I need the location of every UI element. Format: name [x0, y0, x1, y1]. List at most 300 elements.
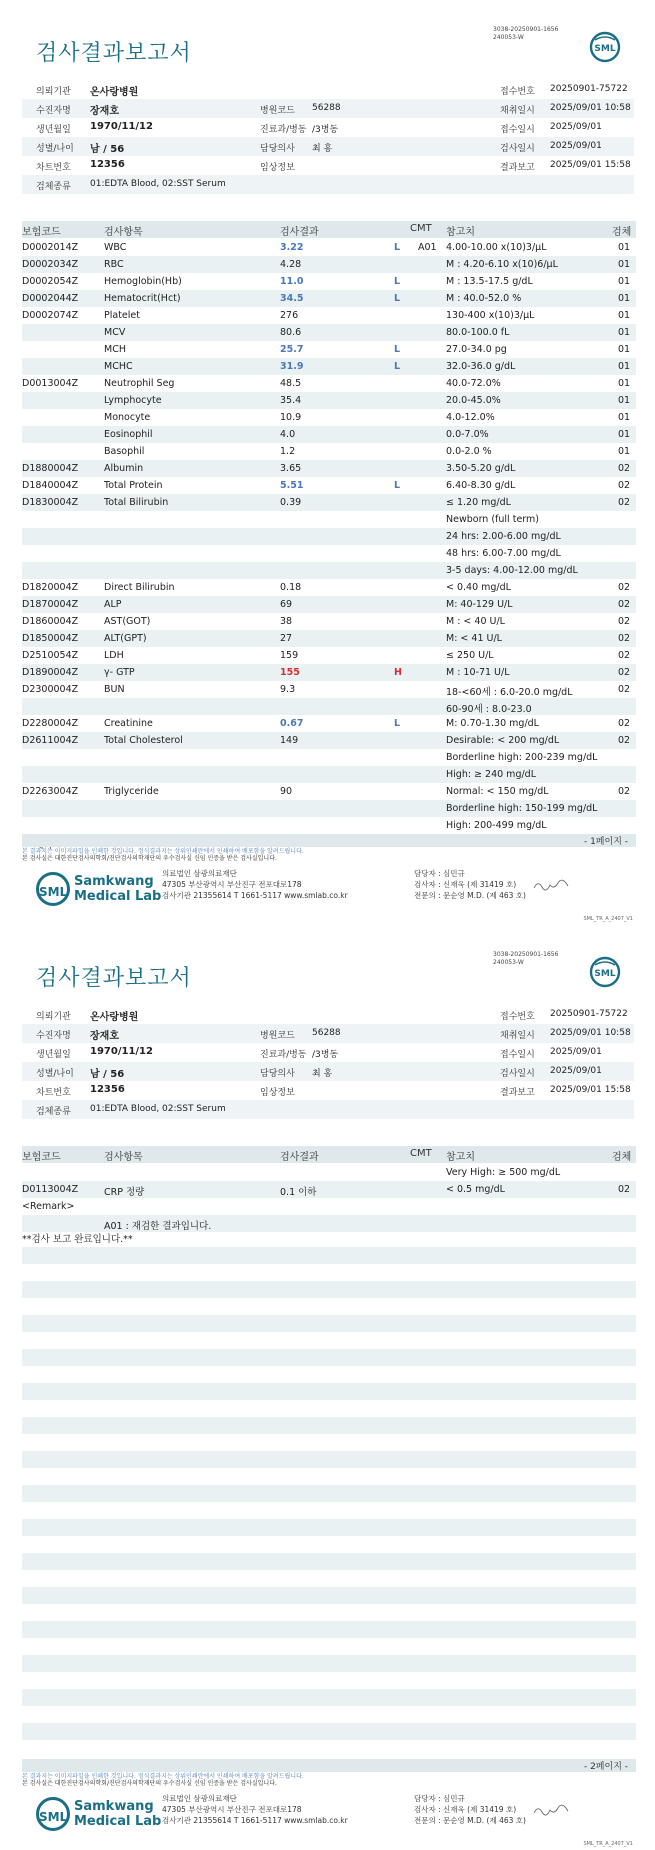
- chart-value: 12356: [90, 159, 125, 170]
- signer-line-1: 담당자 : 심민규: [414, 1794, 465, 1803]
- cell-ref: 27.0-34.0 pg: [446, 344, 507, 355]
- cell-specimen: 01: [618, 242, 631, 253]
- cell-specimen: 02: [618, 718, 631, 729]
- sml-logo-circle-icon: SML: [36, 872, 70, 906]
- chart-value: 12356: [90, 1084, 125, 1095]
- cell-ref: M : 4.20-6.10 x(10)6/µL: [446, 259, 558, 270]
- table-row: [22, 1164, 636, 1181]
- table-row: [22, 290, 636, 307]
- table-row: [22, 341, 636, 358]
- cell-specimen: 01: [618, 276, 631, 287]
- empty-row: [22, 1332, 636, 1349]
- cell-item: Total Protein: [104, 480, 163, 491]
- header-ref: 참고치: [446, 1152, 475, 1163]
- table-row: [22, 817, 636, 834]
- empty-row: [22, 1689, 636, 1706]
- cell-result: 155: [280, 667, 300, 678]
- cell-item: LDH: [104, 650, 124, 661]
- brand-name: [74, 874, 164, 904]
- doctor-value: 최 홍: [312, 144, 333, 154]
- table-row: [22, 477, 636, 494]
- empty-row: [22, 1451, 636, 1468]
- org-info: [162, 868, 348, 901]
- brand-line-2: Medical Lab: [74, 1814, 162, 1829]
- cell-specimen: 02: [618, 463, 631, 474]
- cell-specimen: 02: [618, 633, 631, 644]
- cell-code: D1840004Z: [22, 480, 79, 491]
- doc-id-line-1: 3038-20250901-1656: [493, 951, 559, 958]
- header-result: 검사결과: [280, 1152, 319, 1163]
- brand-line-1: Samkwang: [74, 874, 154, 889]
- cell-ref: 3-5 days: 4.00-12.00 mg/dL: [446, 565, 578, 576]
- dept-label: 진료과/병동: [260, 1050, 307, 1060]
- signer-line-3: 전문의 : 문순영 M.D. (제 463 호): [414, 1816, 526, 1825]
- cell-item: Total Bilirubin: [104, 497, 169, 508]
- patient-info: [22, 1005, 634, 1119]
- cell-code: D1870004Z: [22, 599, 79, 610]
- cell-result: 34.5: [280, 293, 304, 304]
- org-line-3: 검사기관 21355614 T 1661-5117 www.smlab.co.kr: [162, 1816, 348, 1825]
- header-cmt: CMT: [410, 223, 432, 234]
- org-line-1: 의료법인 삼광의료재단: [162, 1794, 237, 1803]
- chart-label: 차트번호: [36, 1088, 71, 1098]
- cell-specimen: 02: [618, 650, 631, 661]
- cell-item: Creatinine: [104, 718, 153, 729]
- cell-ref: 48 hrs: 6.00-7.00 mg/dL: [446, 548, 561, 559]
- cell-specimen: 01: [618, 429, 631, 440]
- cell-specimen: 02: [618, 616, 631, 627]
- dob-label: 생년월일: [36, 1050, 71, 1060]
- dept-value: /3병동: [312, 125, 339, 135]
- report-done: **검사 보고 완료입니다.**: [22, 1234, 133, 1245]
- cell-result: 9.3: [280, 684, 296, 695]
- cell-item: Eosinophil: [104, 429, 153, 440]
- cell-result: 10.9: [280, 412, 302, 423]
- sml-logo-icon: [589, 956, 621, 988]
- cell-ref: 0.0-7.0%: [446, 429, 489, 440]
- receipt-no-value: 20250901-75722: [550, 84, 628, 94]
- cell-specimen: 01: [618, 395, 631, 406]
- doctor-value: 최 홍: [312, 1069, 333, 1079]
- cell-item: Basophil: [104, 446, 145, 457]
- hospital-code-label: 병원코드: [260, 106, 295, 116]
- empty-row: [22, 1264, 636, 1281]
- cell-cmt: A01: [418, 242, 437, 253]
- cell-ref: 40.0-72.0%: [446, 378, 501, 389]
- cell-ref: M: 40-129 U/L: [446, 599, 513, 610]
- notice-line-2: 본 검사실은 대한진단검사의학회/진단검사의학재단의 우수검사실 신임 인증을 받은 검사실입니다.: [22, 1780, 277, 1787]
- table-row: [22, 783, 636, 800]
- table-row: [22, 545, 636, 562]
- cell-specimen: 02: [618, 599, 631, 610]
- dob-value: 1970/11/12: [90, 121, 153, 132]
- logo-text: SML: [594, 969, 616, 979]
- report-footer: [22, 1787, 636, 1837]
- cell-result: 4.0: [280, 429, 296, 440]
- empty-row: [22, 1366, 636, 1383]
- table-row: [22, 494, 636, 511]
- table-row: [22, 307, 636, 324]
- test-date-value: 2025/09/01: [550, 1066, 602, 1076]
- table-row: [22, 766, 636, 783]
- collect-value: 2025/09/01 10:58: [550, 103, 631, 113]
- receipt-no-label: 접수번호: [500, 1012, 535, 1022]
- cell-code: D0113004Z: [22, 1184, 79, 1195]
- header-item: 검사항목: [104, 1152, 143, 1163]
- table-row: [22, 732, 636, 749]
- cell-item: Total Cholesterol: [104, 735, 183, 746]
- cell-item: Monocyte: [104, 412, 151, 423]
- table-row: [22, 562, 636, 579]
- header-item: 검사항목: [104, 227, 143, 238]
- empty-row: [22, 1740, 636, 1757]
- table-row: [22, 681, 636, 698]
- cell-result: 3.22: [280, 242, 304, 253]
- table-row: [22, 324, 636, 341]
- notice-line-2: 본 검사실은 대한진단검사의학회/진단검사의학재단의 우수검사실 신임 인증을 받은 검사실입니다.: [22, 855, 277, 862]
- sexage-value: 남 / 56: [90, 1069, 125, 1080]
- cell-result: 27: [280, 633, 293, 644]
- empty-row: [22, 1468, 636, 1485]
- header-code: 보험코드: [22, 1152, 61, 1163]
- signer-line-2: 검사자 : 신재욱 (제 31419 호): [414, 1805, 517, 1814]
- notice-line-1: 본 결과지는 이미지파일을 인쇄한 것입니다. 정식결과지는 상위인쇄란에서 인쇄하여 배포함을 알려드립니다.: [22, 848, 304, 855]
- collect-label: 채취일시: [500, 106, 535, 116]
- empty-row: [22, 1502, 636, 1519]
- page-number: - 1페이지 -: [583, 837, 628, 847]
- report-label: 결과보고: [500, 1088, 535, 1098]
- clinical-label: 임상정보: [260, 1088, 295, 1098]
- cell-result: 48.5: [280, 378, 302, 389]
- test-date-label: 검사일시: [500, 1069, 535, 1079]
- cell-item: RBC: [104, 259, 124, 270]
- cell-specimen: 01: [618, 344, 631, 355]
- notice: [22, 848, 636, 862]
- cell-result: 0.67: [280, 718, 304, 729]
- cell-result: 0.1 이하: [280, 1187, 317, 1198]
- cell-ref: Borderline high: 150-199 mg/dL: [446, 803, 598, 814]
- chart-label: 차트번호: [36, 163, 71, 173]
- cell-flag: L: [394, 242, 401, 253]
- table-row: [22, 715, 636, 732]
- empty-row: [22, 1315, 636, 1332]
- hospital-code-label: 병원코드: [260, 1031, 295, 1041]
- cell-result: 11.0: [280, 276, 304, 287]
- cell-code: D0002014Z: [22, 242, 79, 253]
- report-label: 결과보고: [500, 163, 535, 173]
- empty-row: [22, 1434, 636, 1451]
- cell-ref: M : 10-71 U/L: [446, 667, 510, 678]
- signature-icon: [532, 1803, 572, 1817]
- cell-ref: ≤ 1.20 mg/dL: [446, 497, 511, 508]
- table-row: [22, 630, 636, 647]
- cell-result: 1.2: [280, 446, 296, 457]
- empty-row: [22, 1485, 636, 1502]
- cell-item: MCV: [104, 327, 126, 338]
- page-bar: [22, 834, 636, 847]
- empty-row: [22, 1723, 636, 1740]
- cell-item: Lymphocyte: [104, 395, 162, 406]
- cell-ref: M: < 41 U/L: [446, 633, 502, 644]
- cell-item: Hematocrit(Hct): [104, 293, 181, 304]
- signers: [414, 1793, 526, 1826]
- table-row: [22, 409, 636, 426]
- report-page-2: [0, 925, 655, 1845]
- table-row: [22, 579, 636, 596]
- doc-id-line-2: 240053-W: [493, 959, 524, 966]
- sml-logo-circle-icon: SML: [36, 1797, 70, 1831]
- hospital-code-value: 56288: [312, 103, 341, 113]
- doctor-label: 담당의사: [260, 144, 295, 154]
- table-row: [22, 256, 636, 273]
- report-title: 검사결과보고서: [36, 966, 192, 991]
- table-row: [22, 664, 636, 681]
- cell-specimen: 02: [618, 684, 631, 695]
- empty-row: [22, 1672, 636, 1689]
- cell-code: D1860004Z: [22, 616, 79, 627]
- header-result: 검사결과: [280, 227, 319, 238]
- empty-row: [22, 1519, 636, 1536]
- empty-row: [22, 1655, 636, 1672]
- signer-line-3: 전문의 : 문순영 M.D. (제 463 호): [414, 891, 526, 900]
- cell-ref: Desirable: < 200 mg/dL: [446, 735, 560, 746]
- signer-line-1: 담당자 : 심민규: [414, 869, 465, 878]
- cell-item: Albumin: [104, 463, 144, 474]
- cell-result: 149: [280, 735, 299, 746]
- empty-row: [22, 1587, 636, 1604]
- empty-row: [22, 1383, 636, 1400]
- table-row: [22, 239, 636, 256]
- cell-ref: ≤ 250 U/L: [446, 650, 494, 661]
- org-line-3: 검사기관 21355614 T 1661-5117 www.smlab.co.kr: [162, 891, 348, 900]
- page-bar: [22, 1759, 636, 1772]
- org-line-2: 47305 부산광역시 부산진구 전포대로178: [162, 880, 302, 889]
- cell-ref: Very High: ≥ 500 mg/dL: [446, 1167, 561, 1178]
- table-row: [22, 800, 636, 817]
- cell-result: 0.18: [280, 582, 302, 593]
- empty-row: [22, 1281, 636, 1298]
- cell-specimen: 01: [618, 446, 631, 457]
- cell-ref: Newborn (full term): [446, 514, 539, 525]
- cell-ref: High: 200-499 mg/dL: [446, 820, 547, 831]
- cell-flag: H: [394, 667, 402, 678]
- cell-result: 35.4: [280, 395, 302, 406]
- results-table-page-2: [22, 1164, 636, 1198]
- table-row: [22, 613, 636, 630]
- empty-rows: [22, 1247, 636, 1757]
- sml-logo-icon: [589, 31, 621, 63]
- empty-row: [22, 1638, 636, 1655]
- empty-row: [22, 1604, 636, 1621]
- cell-specimen: 01: [618, 412, 631, 423]
- clinical-label: 임상정보: [260, 163, 295, 173]
- specimen-label: 검체종류: [36, 1107, 71, 1117]
- cell-result: 0.39: [280, 497, 302, 508]
- cell-result: 80.6: [280, 327, 302, 338]
- cell-item: Direct Bilirubin: [104, 582, 175, 593]
- cell-ref: 32.0-36.0 g/dL: [446, 361, 516, 372]
- table-row: [22, 596, 636, 613]
- remark-text: A01 : 재검한 결과입니다.: [104, 1221, 212, 1232]
- table-row: [22, 426, 636, 443]
- cell-code: D0002074Z: [22, 310, 79, 321]
- cell-result: 90: [280, 786, 293, 797]
- table-row: [22, 392, 636, 409]
- cell-result: 3.65: [280, 463, 302, 474]
- cell-item: WBC: [104, 242, 127, 253]
- empty-row: [22, 1349, 636, 1366]
- cell-item: γ- GTP: [104, 667, 135, 678]
- empty-row: [22, 1706, 636, 1723]
- specimen-label: 검체종류: [36, 182, 71, 192]
- doc-id-line-1: 3038-20250901-1656: [493, 26, 559, 33]
- institution-label: 의뢰기관: [36, 1012, 71, 1022]
- receipt-date-label: 접수일시: [500, 1050, 535, 1060]
- specimen-value: 01:EDTA Blood, 02:SST Serum: [90, 1104, 226, 1114]
- cell-item: ALT(GPT): [104, 633, 147, 644]
- cell-result: 25.7: [280, 344, 304, 355]
- cell-code: D1850004Z: [22, 633, 79, 644]
- cell-code: D2611004Z: [22, 735, 79, 746]
- logo-text: SML: [594, 44, 616, 54]
- org-info: [162, 1793, 348, 1826]
- cell-result: 5.51: [280, 480, 304, 491]
- cell-specimen: 01: [618, 293, 631, 304]
- cell-specimen: 02: [618, 735, 631, 746]
- cell-ref: 80.0-100.0 fL: [446, 327, 510, 338]
- cell-flag: L: [394, 361, 401, 372]
- cell-ref: 3.50-5.20 g/dL: [446, 463, 516, 474]
- sexage-label: 성별/나이: [36, 1069, 74, 1079]
- cell-ref: 60-90세 : 8.0-23.0: [446, 704, 532, 715]
- empty-row: [22, 1621, 636, 1638]
- org-line-2: 47305 부산광역시 부산진구 전포대로178: [162, 1805, 302, 1814]
- cell-specimen: 01: [618, 378, 631, 389]
- cell-item: Platelet: [104, 310, 140, 321]
- dept-label: 진료과/병동: [260, 125, 307, 135]
- remark-row: [22, 1215, 636, 1232]
- cell-specimen: 02: [618, 480, 631, 491]
- empty-row: [22, 1400, 636, 1417]
- cell-code: D0002054Z: [22, 276, 79, 287]
- remark-label: <Remark>: [22, 1201, 75, 1212]
- signers: [414, 868, 526, 901]
- table-row: [22, 375, 636, 392]
- cell-code: D2300004Z: [22, 684, 79, 695]
- cell-ref: M : 40.0-52.0 %: [446, 293, 522, 304]
- name-value: 장재호: [90, 1031, 119, 1042]
- table-row: [22, 273, 636, 290]
- cell-ref: M : 13.5-17.5 g/dL: [446, 276, 533, 287]
- name-label: 수진자명: [36, 1031, 71, 1041]
- table-row: [22, 749, 636, 766]
- cell-result: 159: [280, 650, 299, 661]
- table-row: [22, 460, 636, 477]
- table-row: [22, 443, 636, 460]
- cell-ref: 0.0-2.0 %: [446, 446, 492, 457]
- cell-result: 69: [280, 599, 293, 610]
- table-row: [22, 698, 636, 715]
- cell-item: MCH: [104, 344, 126, 355]
- table-row: [22, 647, 636, 664]
- cell-specimen: 02: [618, 667, 631, 678]
- empty-row: [22, 1247, 636, 1264]
- specimen-value: 01:EDTA Blood, 02:SST Serum: [90, 179, 226, 189]
- empty-row: [22, 1536, 636, 1553]
- cell-item: BUN: [104, 684, 125, 695]
- dept-value: /3병동: [312, 1050, 339, 1060]
- table-row: [22, 1181, 636, 1198]
- cell-specimen: 02: [618, 497, 631, 508]
- page-number: - 2페이지 -: [583, 1762, 628, 1772]
- cell-ref: Normal: < 150 mg/dL: [446, 786, 549, 797]
- cell-specimen: 02: [618, 582, 631, 593]
- test-date-label: 검사일시: [500, 144, 535, 154]
- brand-line-2: Medical Lab: [74, 889, 162, 904]
- name-value: 장재호: [90, 106, 119, 117]
- empty-row: [22, 1570, 636, 1587]
- cell-flag: L: [394, 480, 401, 491]
- receipt-no-label: 접수번호: [500, 87, 535, 97]
- cell-code: D2280004Z: [22, 718, 79, 729]
- results-table-header: [22, 221, 636, 238]
- cell-item: Hemoglobin(Hb): [104, 276, 182, 287]
- receipt-date-value: 2025/09/01: [550, 1047, 602, 1057]
- table-row: [22, 511, 636, 528]
- dob-value: 1970/11/12: [90, 1046, 153, 1057]
- collect-value: 2025/09/01 10:58: [550, 1028, 631, 1038]
- cell-item: ALP: [104, 599, 122, 610]
- cell-specimen: 02: [618, 1184, 631, 1195]
- cell-flag: L: [394, 718, 401, 729]
- header-spec: 검체: [612, 1152, 632, 1163]
- name-label: 수진자명: [36, 106, 71, 116]
- test-date-value: 2025/09/01: [550, 141, 602, 151]
- cell-code: D2510054Z: [22, 650, 79, 661]
- report-value: 2025/09/01 15:58: [550, 1085, 631, 1095]
- cell-ref: < 0.5 mg/dL: [446, 1184, 505, 1195]
- institution-value: 온사랑병원: [90, 87, 139, 98]
- header-spec: 검체: [612, 227, 632, 238]
- cell-specimen: 01: [618, 310, 631, 321]
- hospital-code-value: 56288: [312, 1028, 341, 1038]
- cell-result: 276: [280, 310, 299, 321]
- empty-row: [22, 1298, 636, 1315]
- cell-ref: 4.0-12.0%: [446, 412, 495, 423]
- institution-value: 온사랑병원: [90, 1012, 139, 1023]
- document-id: [493, 26, 558, 42]
- cell-ref: 20.0-45.0%: [446, 395, 501, 406]
- receipt-date-value: 2025/09/01: [550, 122, 602, 132]
- table-row: [22, 358, 636, 375]
- sexage-value: 남 / 56: [90, 144, 125, 155]
- form-version: SML_TR_A_2407_V1: [583, 916, 633, 922]
- report-value: 2025/09/01 15:58: [550, 160, 631, 170]
- cell-item: CRP 정량: [104, 1187, 145, 1198]
- cell-ref: 130-400 x(10)3/µL: [446, 310, 535, 321]
- brand-name: [74, 1799, 164, 1829]
- sexage-label: 성별/나이: [36, 144, 74, 154]
- cell-item: AST(GOT): [104, 616, 151, 627]
- cell-result: 38: [280, 616, 293, 627]
- cell-flag: L: [394, 276, 401, 287]
- cell-code: D1820004Z: [22, 582, 79, 593]
- cell-ref: < 0.40 mg/dL: [446, 582, 511, 593]
- cell-ref: 4.00-10.00 x(10)3/µL: [446, 242, 547, 253]
- report-title: 검사결과보고서: [36, 41, 192, 66]
- cell-ref: 6.40-8.30 g/dL: [446, 480, 516, 491]
- document-id: [493, 951, 558, 967]
